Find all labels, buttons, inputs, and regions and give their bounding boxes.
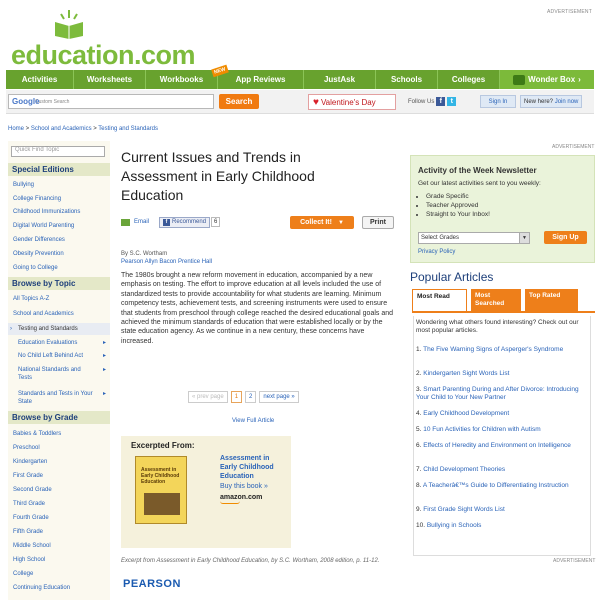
amazon-logo-text: amazon.com (220, 494, 263, 501)
nav-schools[interactable]: Schools (376, 70, 438, 89)
next-page-link[interactable]: next page » (259, 391, 298, 403)
excerpt-note: Excerpt from Assessment in Early Childhood Education, by S.C. Wortham, 2008 edition, p. 11-12. (121, 558, 380, 564)
popular-item[interactable]: 2. Kindergarten Sight Words List (416, 370, 510, 377)
sidebar-item-fourth-grade[interactable]: Fourth Grade (13, 515, 49, 521)
popular-item[interactable]: 6. Effects of Heredity and Environment on Intelligence (416, 442, 571, 449)
breadcrumb-testing-standards[interactable]: Testing and Standards (98, 126, 159, 132)
sidebar-item-kindergarten[interactable]: Kindergarten (13, 459, 48, 465)
wonder-box-icon (513, 75, 525, 85)
popular-articles-title: Popular Articles (410, 270, 494, 284)
sidebar-item-second-grade[interactable]: Second Grade (13, 487, 52, 493)
popular-item-label: 10 Fun Activities for Children with Autism (423, 426, 541, 433)
popular-tabs (412, 289, 595, 313)
nav-app-reviews[interactable] (213, 66, 304, 89)
excerpt-box (121, 436, 291, 548)
sidebar-item-babies[interactable]: Babies & Toddlers (13, 431, 62, 437)
buy-book-link[interactable]: Buy this book » (220, 483, 268, 490)
sidebar-item-evaluations[interactable] (8, 339, 110, 347)
nav-workbooks[interactable]: Workbooks (146, 70, 218, 89)
search-placeholder: Custom Search (35, 99, 70, 105)
join-now-label: Join now (554, 98, 579, 105)
page-2[interactable]: 2 (245, 391, 256, 403)
sidebar-item-testing-label: Testing and Standards (18, 326, 78, 332)
popular-item-label: Early Childhood Development (423, 410, 510, 417)
byline-author: By S.C. Wortham (121, 251, 168, 257)
collect-it-button[interactable] (290, 216, 354, 229)
nav-app-reviews-label: App Reviews (235, 75, 286, 84)
book-cover-image (144, 493, 180, 515)
book-logo-icon (52, 8, 86, 40)
heart-icon: ♥ (313, 96, 319, 108)
search-input[interactable] (8, 94, 214, 109)
breadcrumb-school-academics[interactable]: School and Academics (30, 126, 92, 132)
ad-label-top: ADVERTISEMENT (546, 9, 592, 15)
sidebar-item-middle-school[interactable]: Middle School (13, 543, 51, 549)
arrow-right-icon: ▸ (102, 391, 106, 397)
sidebar-item-gender[interactable]: Gender Differences (13, 237, 65, 243)
arrow-right-icon: ▸ (102, 367, 106, 373)
valentines-day-label: Valentine's Day (320, 97, 376, 107)
newsletter-bullets (426, 192, 490, 219)
pearson-logo[interactable]: PEARSON (123, 578, 181, 590)
site-logo[interactable] (8, 6, 196, 70)
popular-item-label: A Teacherâ€™s Guide to Differentiating Instruction (422, 482, 569, 489)
newsletter-title: Activity of the Week Newsletter (418, 166, 537, 175)
search-button[interactable]: Search (219, 94, 259, 109)
sidebar-item-immunizations[interactable]: Childhood Immunizations (13, 209, 81, 215)
sign-in-button[interactable]: Sign In (480, 95, 516, 108)
chevron-right-icon: › (578, 75, 581, 84)
article-title: Current Issues and Trends in Assessment in Early Childhood Education (121, 149, 315, 203)
sidebar-item-going-college[interactable]: Going to College (13, 265, 58, 271)
excerpted-from-heading: Excerpted From: (131, 441, 195, 450)
nav-colleges[interactable]: Colleges (438, 70, 500, 89)
email-link[interactable]: Email (134, 219, 150, 225)
popular-item-label: First Grade Sight Words List (423, 506, 505, 513)
sidebar-item-continuing-ed[interactable]: Continuing Education (13, 585, 71, 591)
arrow-right-icon: ▸ (102, 340, 106, 346)
sidebar-item-testing-standards[interactable] (8, 323, 110, 335)
follow-us-label: Follow Us (408, 98, 435, 105)
amazon-logo[interactable] (220, 494, 262, 504)
tab-most-read[interactable]: Most Read (412, 289, 467, 311)
view-full-article-link[interactable]: View Full Article (232, 418, 275, 424)
facebook-icon[interactable]: f (436, 97, 445, 106)
browse-grade-heading: Browse by Grade (8, 411, 110, 424)
recommend-button[interactable] (159, 217, 210, 228)
google-label: Google (12, 97, 40, 106)
recommend-label: Recommend (172, 219, 207, 225)
popular-item-label: Bullying in Schools (426, 522, 482, 529)
sidebar-item-preschool[interactable]: Preschool (13, 445, 40, 451)
byline-publisher[interactable]: Pearson Allyn Bacon Prentice Hall (121, 259, 213, 265)
book-cover-title: Assessment in Early Childhood Education (141, 467, 180, 485)
sidebar-item-nclb-label: No Child Left Behind Act (18, 353, 84, 359)
breadcrumb-home[interactable]: Home (8, 126, 25, 132)
popular-item[interactable]: 7. Child Development Theories (416, 466, 506, 473)
sidebar (8, 141, 110, 600)
browse-topic-heading: Browse by Topic (8, 277, 110, 290)
popular-item[interactable]: 9. First Grade Sight Words List (416, 506, 505, 513)
search-row (6, 90, 594, 114)
logo-text: education.com (11, 40, 196, 70)
nav-worksheets[interactable]: Worksheets (74, 70, 146, 89)
sidebar-item-bullying[interactable]: Bullying (13, 182, 35, 188)
quick-find-input[interactable]: Quick Find Topic (11, 146, 105, 157)
sidebar-item-all-topics[interactable]: All Topics A-Z (13, 296, 50, 302)
popular-item[interactable]: 5. 10 Fun Activities for Children with Autism (416, 426, 541, 433)
popular-item[interactable]: 4. Early Childhood Development (416, 410, 510, 417)
sign-up-button[interactable]: Sign Up (544, 231, 587, 244)
print-button[interactable]: Print (362, 216, 394, 229)
email-icon[interactable] (121, 219, 130, 226)
sidebar-item-fifth-grade[interactable]: Fifth Grade (13, 529, 44, 535)
chevron-down-icon: ▼ (337, 219, 344, 226)
chevron-down-icon: ▼ (519, 233, 529, 243)
popular-item[interactable]: 3. Smart Parenting During and After Divorce: Introducing Your Child to Your New Partner (416, 386, 579, 401)
breadcrumb: Home > School and Academics > Testing and Standards (8, 126, 159, 132)
privacy-policy-link[interactable]: Privacy Policy (418, 249, 456, 255)
sidebar-item-state-label: Standards and Tests in Your State (18, 391, 93, 405)
book-title-link[interactable]: Assessment in Early Childhood Education (220, 455, 274, 480)
grade-select-value: Select Grades (421, 235, 460, 241)
sidebar-item-obesity[interactable]: Obesity Prevention (13, 251, 64, 257)
sidebar-item-national-standards[interactable] (8, 366, 110, 382)
nav-wonder-box[interactable] (500, 70, 594, 89)
tab-most-searched[interactable]: Most Searched (471, 289, 521, 311)
new-here-label: New here? (524, 98, 554, 105)
sidebar-item-national-label: National Standards and Tests (18, 367, 81, 381)
nav-activities[interactable]: Activities (6, 70, 74, 89)
collect-it-label: Collect It! (300, 219, 332, 226)
sidebar-item-evaluations-label: Education Evaluations (18, 340, 78, 346)
nav-wonder-box-label: Wonder Box (528, 75, 576, 84)
popular-item-label: Smart Parenting During and After Divorce: Introducing Your Child to Your New Partner (416, 386, 579, 401)
sidebar-item-first-grade[interactable]: First Grade (13, 473, 44, 479)
prev-page-link: « prev page (188, 391, 228, 403)
sidebar-item-nclb[interactable] (8, 352, 110, 360)
popular-list (413, 316, 591, 556)
newsletter-bullet: • Grade Specific (426, 192, 490, 201)
sidebar-item-third-grade[interactable]: Third Grade (13, 501, 46, 507)
byline (121, 250, 212, 266)
popular-item[interactable]: 8. A Teacherâ€™s Guide to Differentiating Instruction (416, 482, 569, 489)
nav-justask[interactable]: JustAsk (304, 70, 376, 89)
popular-item-label: Child Development Theories (423, 466, 506, 473)
new-badge: NEW (211, 65, 228, 77)
sidebar-item-state-standards[interactable] (8, 390, 110, 406)
popular-item-label: Effects of Heredity and Environment on Intelligence (423, 442, 571, 449)
newsletter-bullet: • Straight to Your Inbox! (426, 210, 490, 219)
sidebar-item-college[interactable]: College (13, 571, 34, 577)
article-body: The 1980s brought a new reform movement in education, accompanied by a new emphasis on testing. The effort to improve education at all levels included the use of standardized tests to provide accountability for what students are learning. Minimum competency tests, achievement tests, and screening instruments were used to ensure that students from preschool through college reached the desired educational goals and achieved the minimum standards of education that were established locally or by the state education agency. As we continue in a new century, these concerns have increased. (121, 272, 394, 345)
join-now-link[interactable] (520, 95, 582, 108)
tab-top-rated[interactable]: Top Rated (525, 289, 578, 311)
pagination (188, 391, 299, 403)
arrow-right-icon: ▸ (102, 353, 106, 359)
popular-item-label: Kindergarten Sight Words List (423, 370, 510, 377)
popular-item-label: The Five Warning Signs of Asperger's Syndrome (423, 346, 564, 353)
sidebar-item-high-school[interactable]: High School (13, 557, 46, 563)
sidebar-item-school-academics[interactable]: School and Academics (13, 311, 74, 317)
popular-intro: Wondering what others found interesting? Check out our most popular articles. (416, 319, 579, 334)
sidebar-item-college-financing[interactable]: College Financing (13, 196, 62, 202)
grade-select[interactable] (418, 232, 530, 244)
recommend-count: 6 (211, 217, 220, 227)
share-bar (121, 215, 220, 229)
follow-us (408, 97, 456, 106)
amazon-smile-icon (220, 501, 240, 504)
newsletter-subtitle: Get our latest activities sent to you weekly: (418, 180, 541, 187)
twitter-icon[interactable]: t (447, 97, 456, 106)
facebook-icon: f (163, 219, 170, 226)
valentines-day-link[interactable] (308, 94, 396, 110)
sidebar-item-digital-world[interactable]: Digital World Parenting (13, 223, 75, 229)
ad-label-bottom: ADVERTISEMENT (553, 558, 596, 564)
popular-item[interactable]: 10. Bullying in Schools (416, 522, 482, 529)
special-editions-heading: Special Editions (8, 163, 110, 176)
page-1: 1 (231, 391, 242, 403)
newsletter-box (410, 155, 595, 263)
chevron-right-icon: › (10, 326, 12, 332)
newsletter-bullet: • Teacher Approved (426, 201, 490, 210)
popular-item[interactable]: 1. The Five Warning Signs of Asperger's Syndrome (416, 346, 564, 353)
book-cover[interactable] (135, 456, 187, 524)
ad-label-right: ADVERTISEMENT (552, 144, 595, 150)
main-nav (6, 66, 594, 89)
